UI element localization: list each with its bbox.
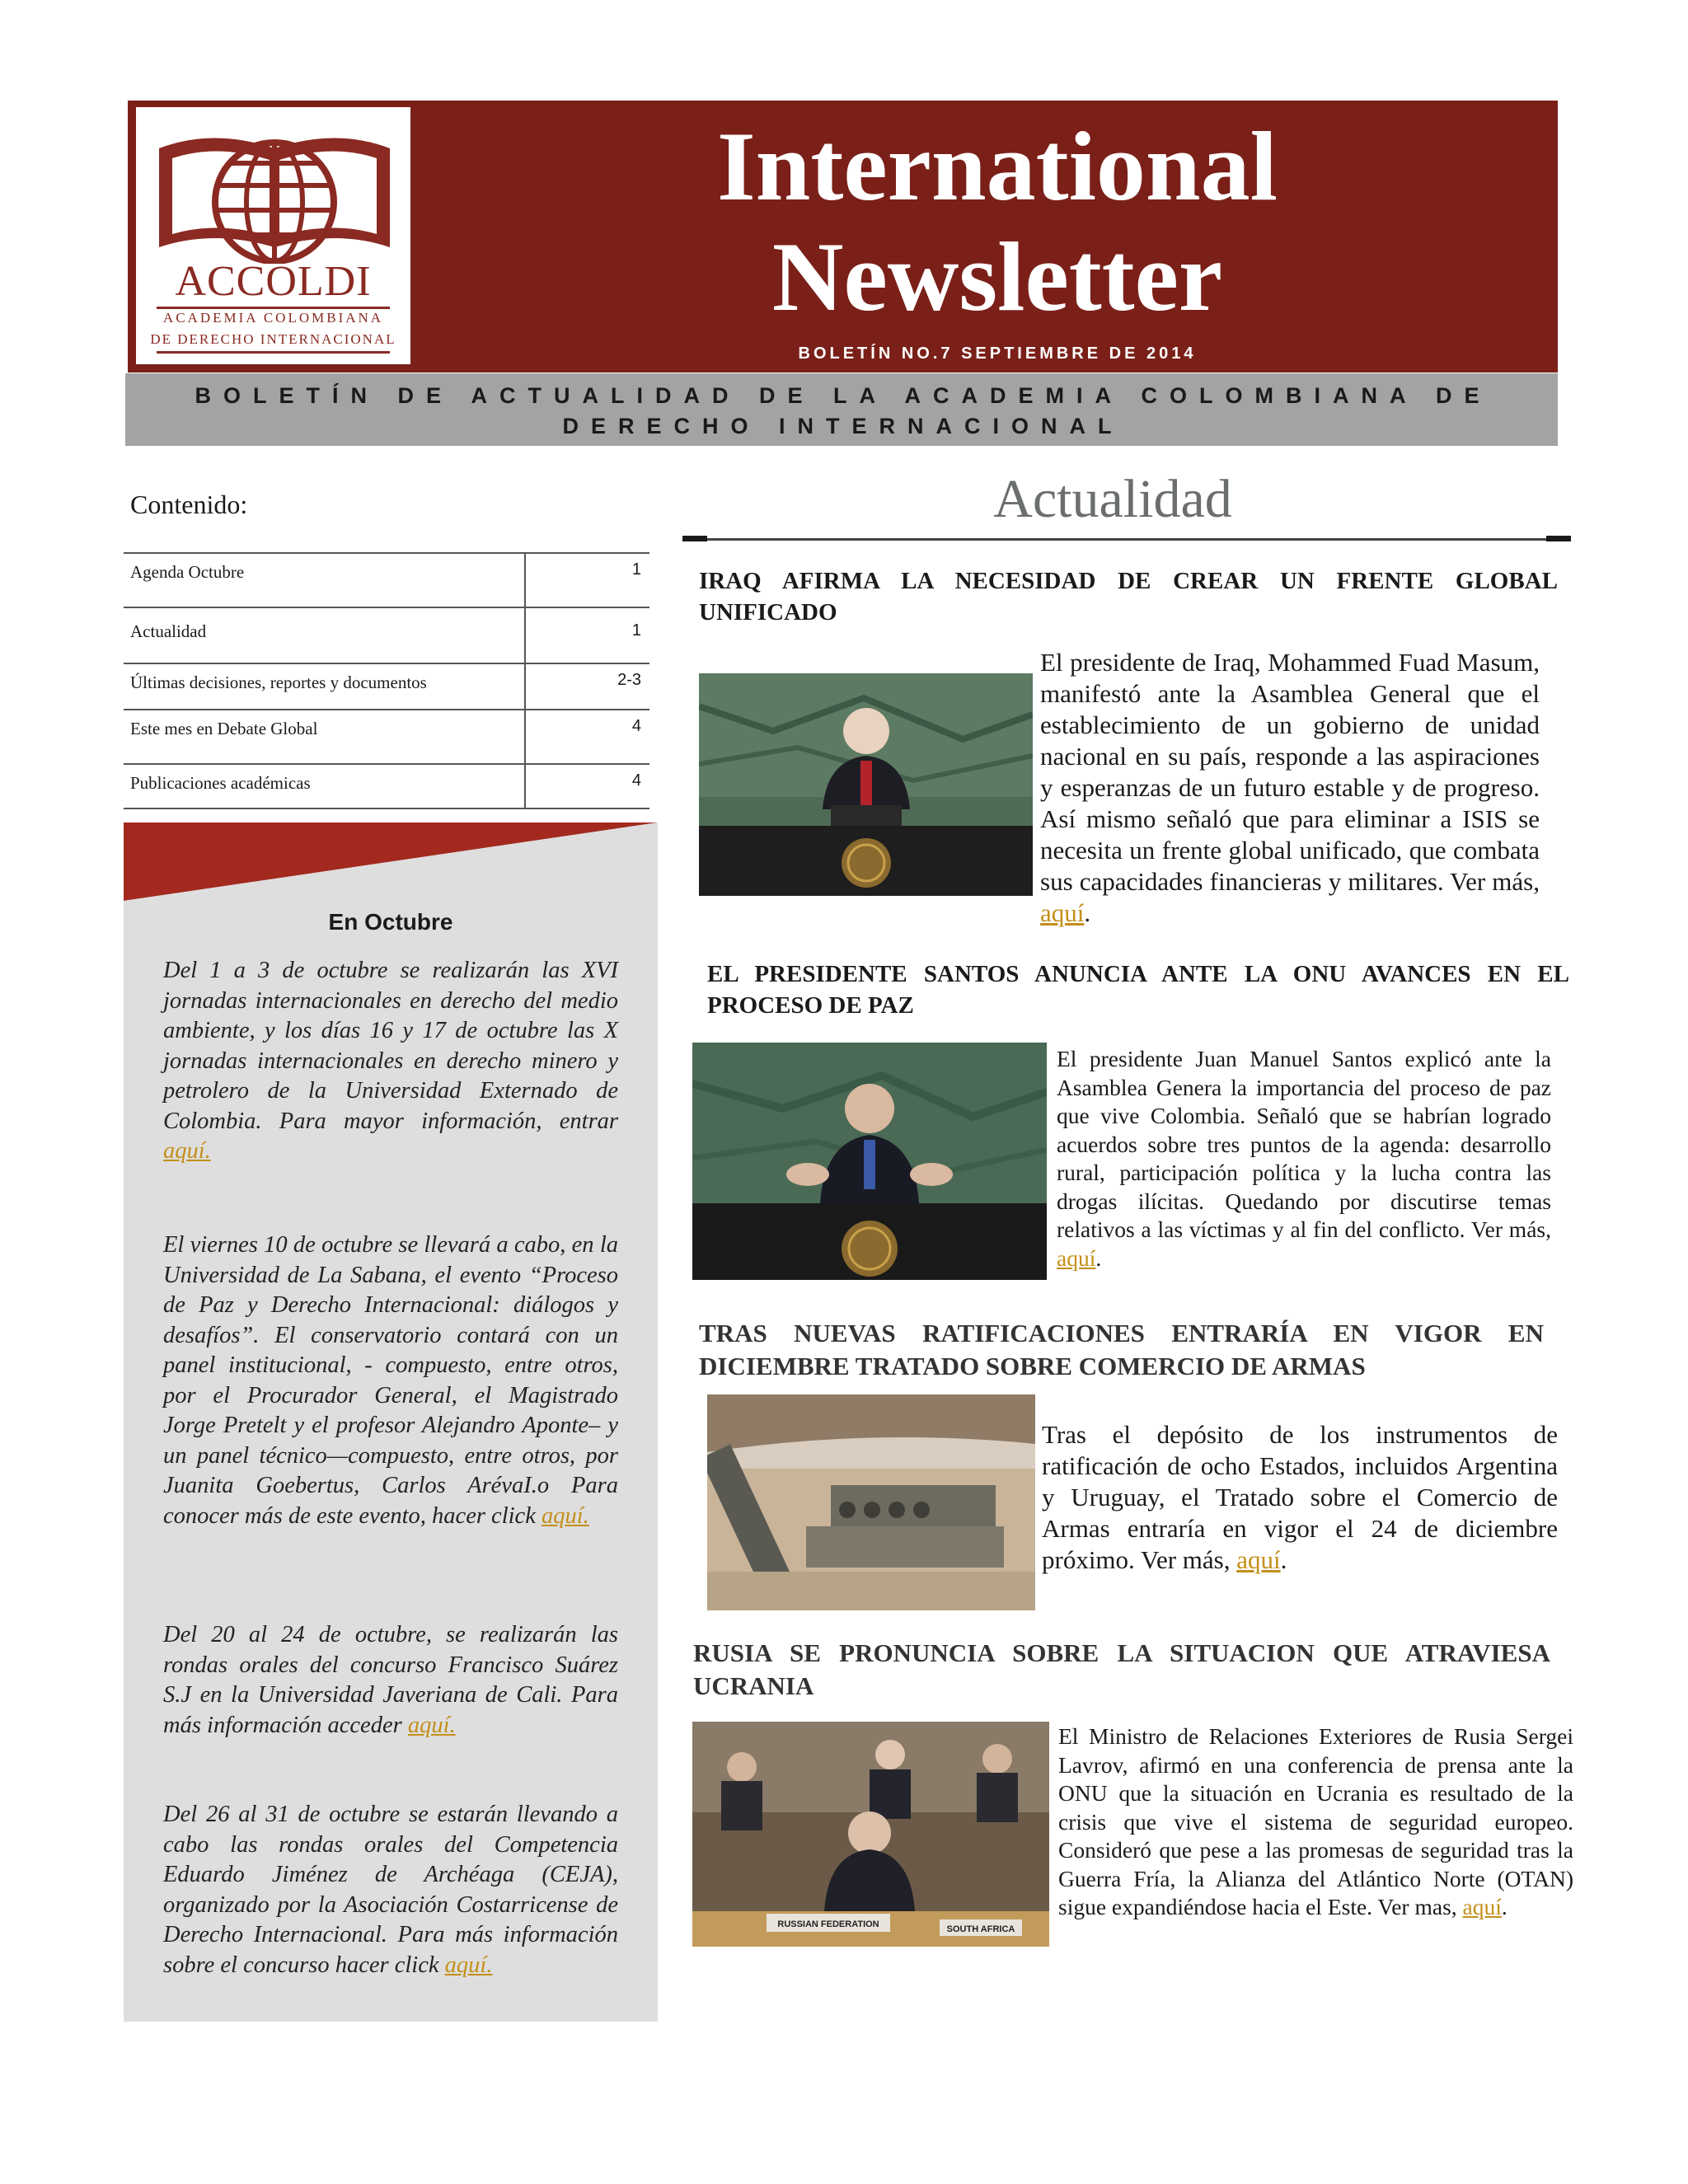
issue-info: BOLETÍN NO.7 SEPTIEMBRE DE 2014 xyxy=(798,344,1197,363)
event-link[interactable]: aquí. xyxy=(163,1138,211,1164)
article-text: El presidente de Iraq, Mohammed Fuad Masum, manifestó ante la Asamblea General que el establecimiento de un gobierno de unidad nacional en su país, responde a las aspiraciones y esperanzas de un futuro estable y de progreso. Así mismo señaló que para eliminar a ISIS se necesita un frente global unificado, que combata sus capacidades financieras y militares. Ver más, xyxy=(1040,648,1540,896)
article-body xyxy=(1042,1419,1558,1576)
logo-name: ACCOLDI xyxy=(175,258,372,305)
toc-item-page: 1 xyxy=(524,608,649,663)
article-body xyxy=(1040,647,1540,929)
article-text: El presidente Juan Manuel Santos explicó ante la Asamblea Genera la importancia del proceso de paz que vive Colombia. Señaló que se habrían logrado acuerdos sobre tres puntos de la agenda: desarrollo rural, participación política y la lucha contra las drogas ilícitas. Quedando por discutirse temas relativos a las víctimas y al fin del conflicto. Ver más, xyxy=(1057,1046,1551,1242)
article-tail: . xyxy=(1280,1545,1287,1574)
event-link[interactable]: aquí. xyxy=(541,1502,589,1529)
nameplate-south-africa: SOUTH AFRICA xyxy=(946,1924,1015,1934)
section-rule-tick-left xyxy=(682,536,707,541)
event-text: Del 20 al 24 de octubre, se realizarán las rondas orales del concurso Francisco Suárez S.J en la Universidad Javeriana de Cali. Para más información acceder xyxy=(163,1622,618,1738)
article-link[interactable]: aquí xyxy=(1040,898,1085,927)
event-text: Del 26 al 31 de octubre se estarán llevando a cabo las rondas orales del Competencia Eduardo Jiménez de Archéaga (CEJA), organizado por la Asociación Costarricense de Derecho Internacional. Para más información sobre el concurso hacer click xyxy=(163,1802,618,1978)
article-headline: TRAS NUEVAS RATIFICACIONES ENTRARÍA EN VIGOR EN DICIEMBRE TRATADO SOBRE COMERCIO DE ARMAS xyxy=(699,1319,1544,1380)
event-text: El viernes 10 de octubre se llevará a cabo, en la Universidad de La Sabana, el evento “Proceso de Paz y Derecho Internacional: diálogos y desafíos”. El conservatorio contará con un panel institucional, - compuesto, entre otros, por el Procurador General, el Magistrado Jorge Pretelt y el profesor Alejandro Aponte– y un panel técnico—compuesto, entre otros, por Juanita Goebertus, Carlos ArévaI.o Para conocer más de este evento, hacer click xyxy=(163,1232,618,1529)
table-of-contents xyxy=(124,552,649,809)
logo-rule-top xyxy=(157,307,390,309)
section-rule-tick-right xyxy=(1546,536,1571,541)
toc-item-page: 2-3 xyxy=(524,664,649,709)
article-link[interactable]: aquí xyxy=(1236,1545,1281,1574)
toc-row[interactable] xyxy=(124,710,649,765)
toc-row[interactable] xyxy=(124,608,649,664)
article-body xyxy=(1058,1722,1573,1922)
article-link[interactable]: aquí xyxy=(1462,1894,1502,1919)
article-body xyxy=(1057,1045,1551,1272)
toc-row[interactable] xyxy=(124,765,649,809)
photo-weapons xyxy=(707,1394,1035,1610)
article-tail: . xyxy=(1084,898,1091,927)
article-headline: RUSIA SE PRONUNCIA SOBRE LA SITUACION QUE ATRAVIESA UCRANIA xyxy=(693,1638,1550,1700)
article-headline: IRAQ AFIRMA LA NECESIDAD DE CREAR UN FRENTE GLOBAL UNIFICADO xyxy=(699,568,1558,626)
article-tail: . xyxy=(1501,1894,1507,1919)
logo-subtitle-1: ACADEMIA COLOMBIANA xyxy=(162,310,384,326)
nameplate-russia: RUSSIAN FEDERATION xyxy=(777,1919,879,1929)
toc-item-label: Publicaciones académicas xyxy=(130,773,311,793)
subtitle-text: BOLETÍN DE ACTUALIDAD DE LA ACADEMIA COLOMBIANA DE DERECHO INTERNACIONAL xyxy=(195,383,1492,438)
toc-row[interactable] xyxy=(124,552,649,608)
section-rule xyxy=(682,538,1571,541)
event-link[interactable]: aquí. xyxy=(407,1712,456,1738)
section-title: Actualidad xyxy=(993,469,1232,529)
photo-santos-un xyxy=(692,1043,1047,1280)
event-item xyxy=(163,956,618,1167)
article-headline: EL PRESIDENTE SANTOS ANUNCIA ANTE LA ONU AVANCES EN EL PROCESO DE PAZ xyxy=(707,961,1569,1019)
event-item xyxy=(163,1620,618,1741)
toc-item-page: 1 xyxy=(524,554,649,607)
toc-item-page: 4 xyxy=(524,710,649,763)
newsletter-title-line-1: International xyxy=(716,111,1278,221)
sidebar-wedge-decoration xyxy=(124,823,658,901)
article-tail: . xyxy=(1095,1244,1102,1271)
article-text: Tras el depósito de los instrumentos de ratificación de ocho Estados, incluidos Argentina y Uruguay, el Tratado sobre el Comercio de Armas entraría en vigor el 24 de diciembre próximo. Ver más, xyxy=(1042,1420,1558,1574)
photo-lavrov-un xyxy=(692,1722,1049,1947)
event-item xyxy=(163,1230,618,1531)
toc-item-label: Actualidad xyxy=(130,621,207,641)
logo-rule-bottom xyxy=(157,351,390,354)
toc-item-label: Últimas decisiones, reportes y documentos xyxy=(130,673,427,692)
article-link[interactable]: aquí xyxy=(1057,1244,1096,1271)
event-link[interactable]: aquí. xyxy=(444,1952,493,1978)
logo-subtitle-2: DE DERECHO INTERNACIONAL xyxy=(150,331,396,347)
toc-row[interactable] xyxy=(124,664,649,710)
event-text: Del 1 a 3 de octubre se realizarán las XVI jornadas internacionales en derecho del medio ambiente, y los días 16 y 17 de octubre las X jornadas internacionales en derecho minero y petrolero de la Universidad Externado de Colombia. Para mayor información, entrar xyxy=(163,958,618,1134)
newsletter-title-line-2: Newsletter xyxy=(771,222,1223,331)
article-text: El Ministro de Relaciones Exteriores de Rusia Sergei Lavrov, afirmó en una conferencia de prensa ante la ONU que la situación en Ucrania es resultado de la crisis que vive el sistema de seguridad europeo. Consideró que pese a las promesas de seguridad tras la Guerra Fría, la Alianza del Atlántico Norte (OTAN) sigue expandiéndose hacia el Este. Ver mas, xyxy=(1058,1723,1573,1919)
sidebar-title: En Octubre xyxy=(328,909,453,935)
photo-iraq-president xyxy=(699,673,1033,896)
toc-item-label: Agenda Octubre xyxy=(130,562,245,582)
accoldi-logo-icon xyxy=(151,124,398,264)
toc-item-page: 4 xyxy=(524,765,649,808)
contents-label: Contenido: xyxy=(130,490,248,519)
toc-item-label: Este mes en Debate Global xyxy=(130,719,318,738)
event-item xyxy=(163,1800,618,1980)
